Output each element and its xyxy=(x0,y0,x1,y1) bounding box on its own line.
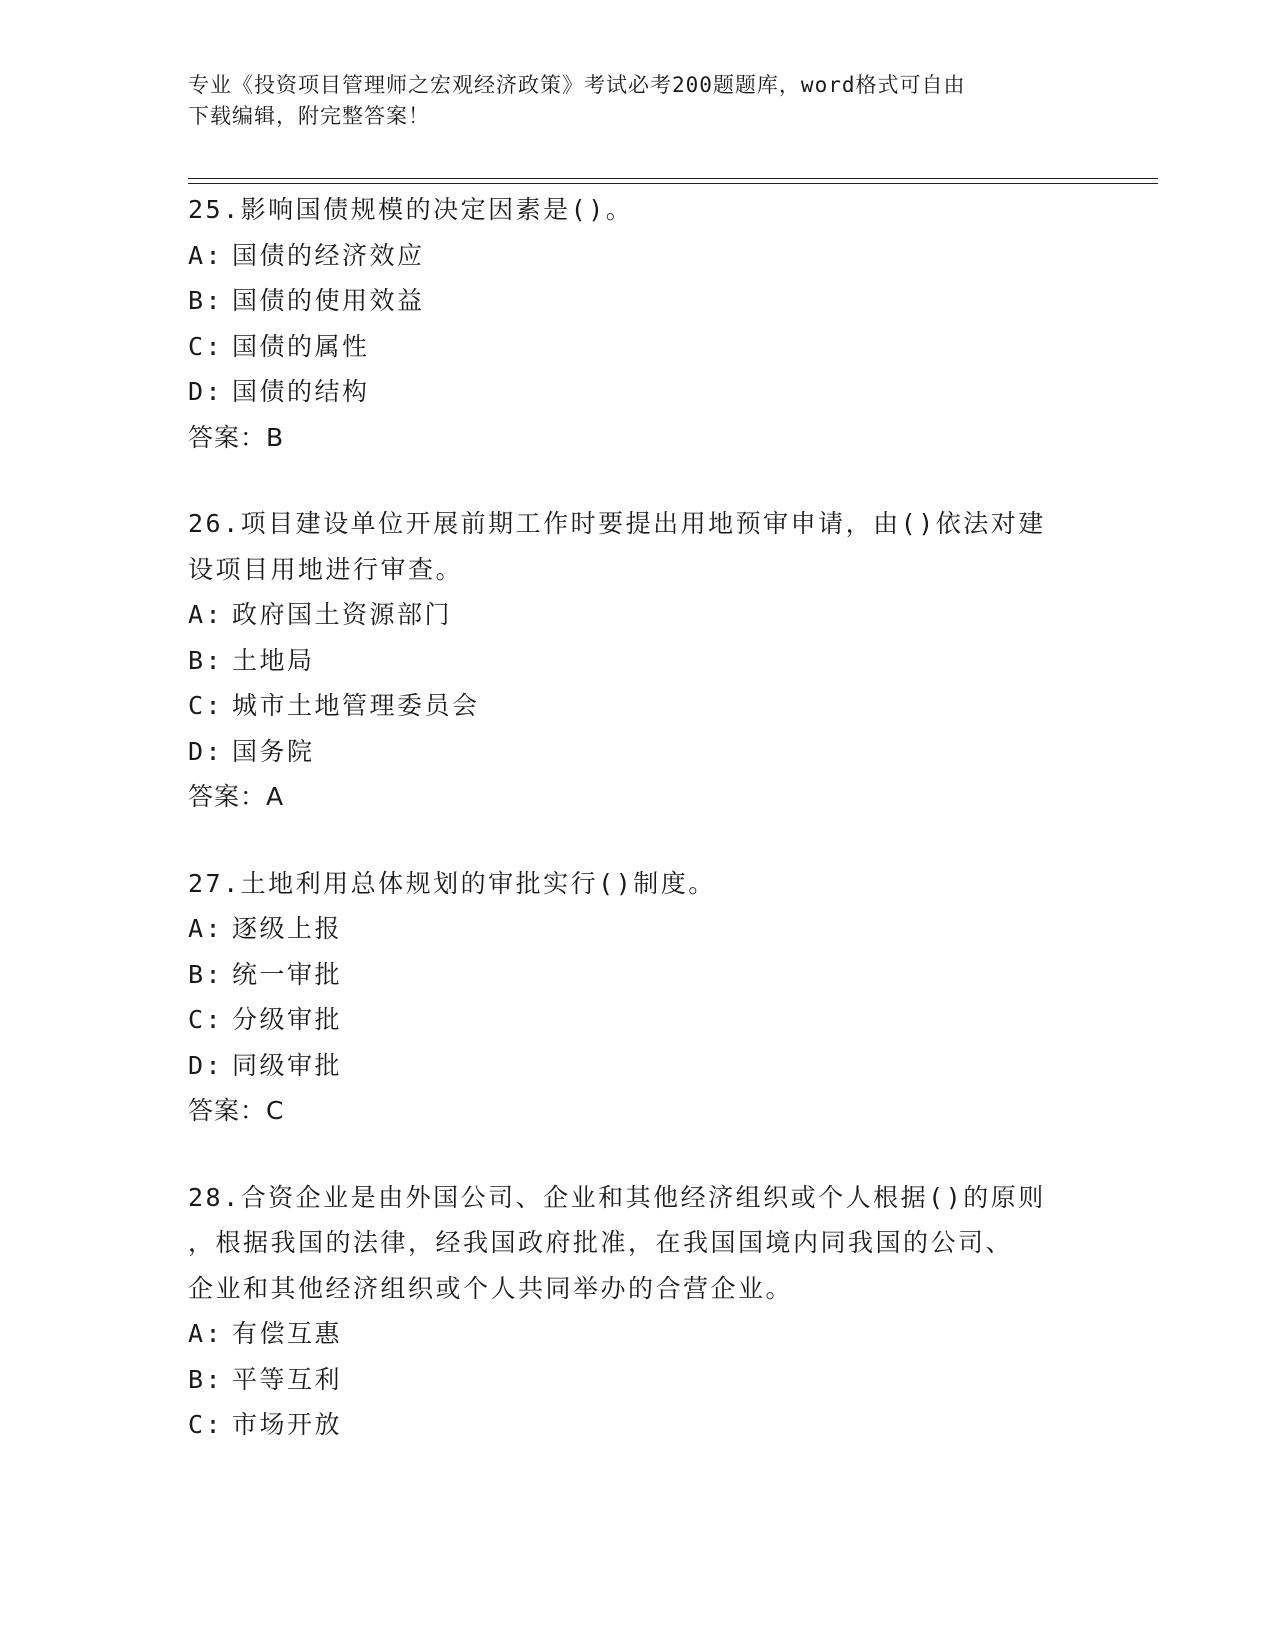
option-letter: D: xyxy=(188,377,224,406)
answer-option xyxy=(188,906,1068,952)
question-stem-line: 26.项目建设单位开展前期工作时要提出用地预审申请，由()依法对建 xyxy=(188,509,1046,538)
question-item xyxy=(188,501,1068,820)
answer-option xyxy=(188,683,1068,729)
option-text: 国债的经济效应 xyxy=(232,240,425,270)
answer-label: 答案： xyxy=(188,1096,267,1125)
option-text: 国债的结构 xyxy=(232,377,370,406)
option-letter: B: xyxy=(188,286,224,315)
option-text: 土地局 xyxy=(232,645,315,675)
answer-label: 答案： xyxy=(188,782,267,811)
header-line-2: 下载编辑，附完整答案！ xyxy=(188,104,430,128)
option-text: 平等互利 xyxy=(232,1364,343,1394)
answer-option xyxy=(188,1311,1068,1357)
option-text: 逐级上报 xyxy=(232,914,343,943)
answer-line xyxy=(188,774,1068,820)
question-stem-line: 企业和其他经济组织或个人共同举办的合营企业。 xyxy=(188,1273,794,1303)
header-divider-top xyxy=(188,178,1158,179)
option-letter: C: xyxy=(188,1005,224,1034)
answer-option xyxy=(188,638,1068,684)
answer-option xyxy=(188,952,1068,998)
answer-label: 答案： xyxy=(188,422,267,452)
question-stem-line: 28.合资企业是由外国公司、企业和其他经济组织或个人根据()的原则 xyxy=(188,1182,1046,1212)
option-letter: C: xyxy=(188,1410,224,1439)
answer-value: C xyxy=(266,1096,285,1125)
option-text: 国债的使用效益 xyxy=(232,286,425,315)
option-text: 国务院 xyxy=(232,736,315,766)
option-letter: B: xyxy=(188,1364,224,1394)
answer-option xyxy=(188,1402,1068,1448)
question-item xyxy=(188,187,1068,460)
answer-option xyxy=(188,1043,1068,1089)
option-letter: A: xyxy=(188,240,224,270)
option-letter: C: xyxy=(188,331,224,361)
question-list xyxy=(188,187,1068,1489)
option-letter: B: xyxy=(188,959,224,989)
answer-value: A xyxy=(266,782,285,811)
answer-option xyxy=(188,729,1068,775)
option-text: 统一审批 xyxy=(232,959,343,989)
answer-option xyxy=(188,592,1068,638)
option-letter: D: xyxy=(188,1050,224,1080)
answer-option xyxy=(188,369,1068,415)
option-letter: B: xyxy=(188,645,224,675)
answer-option xyxy=(188,1357,1068,1403)
option-letter: D: xyxy=(188,736,224,766)
option-text: 同级审批 xyxy=(232,1050,343,1080)
question-item xyxy=(188,861,1068,1134)
option-text: 政府国土资源部门 xyxy=(232,600,453,629)
question-stem-line: 设项目用地进行审查。 xyxy=(188,554,464,584)
option-letter: A: xyxy=(188,1319,224,1348)
question-stem-line: ，根据我国的法律，经我国政府批准，在我国国境内同我国的公司、 xyxy=(188,1228,1014,1257)
header-divider-bottom xyxy=(188,183,1158,184)
answer-option xyxy=(188,997,1068,1043)
option-text: 城市土地管理委员会 xyxy=(232,691,480,720)
option-letter: A: xyxy=(188,600,224,629)
question-stem-line: 27.土地利用总体规划的审批实行()制度。 xyxy=(188,868,716,898)
answer-option xyxy=(188,324,1068,370)
option-letter: C: xyxy=(188,691,224,720)
answer-value: B xyxy=(266,422,285,452)
answer-option xyxy=(188,233,1068,279)
question-stem-line: 25.影响国债规模的决定因素是()。 xyxy=(188,195,634,224)
option-letter: A: xyxy=(188,914,224,943)
answer-option xyxy=(188,278,1068,324)
answer-line xyxy=(188,415,1068,461)
header-line-1: 专业《投资项目管理师之宏观经济政策》考试必考200题题库，word格式可自由 xyxy=(188,73,966,97)
answer-line xyxy=(188,1088,1068,1134)
option-text: 有偿互惠 xyxy=(232,1319,343,1348)
option-text: 市场开放 xyxy=(232,1410,343,1439)
question-item xyxy=(188,1175,1068,1448)
option-text: 分级审批 xyxy=(232,1005,343,1034)
document-header xyxy=(188,70,1088,132)
option-text: 国债的属性 xyxy=(232,331,370,361)
